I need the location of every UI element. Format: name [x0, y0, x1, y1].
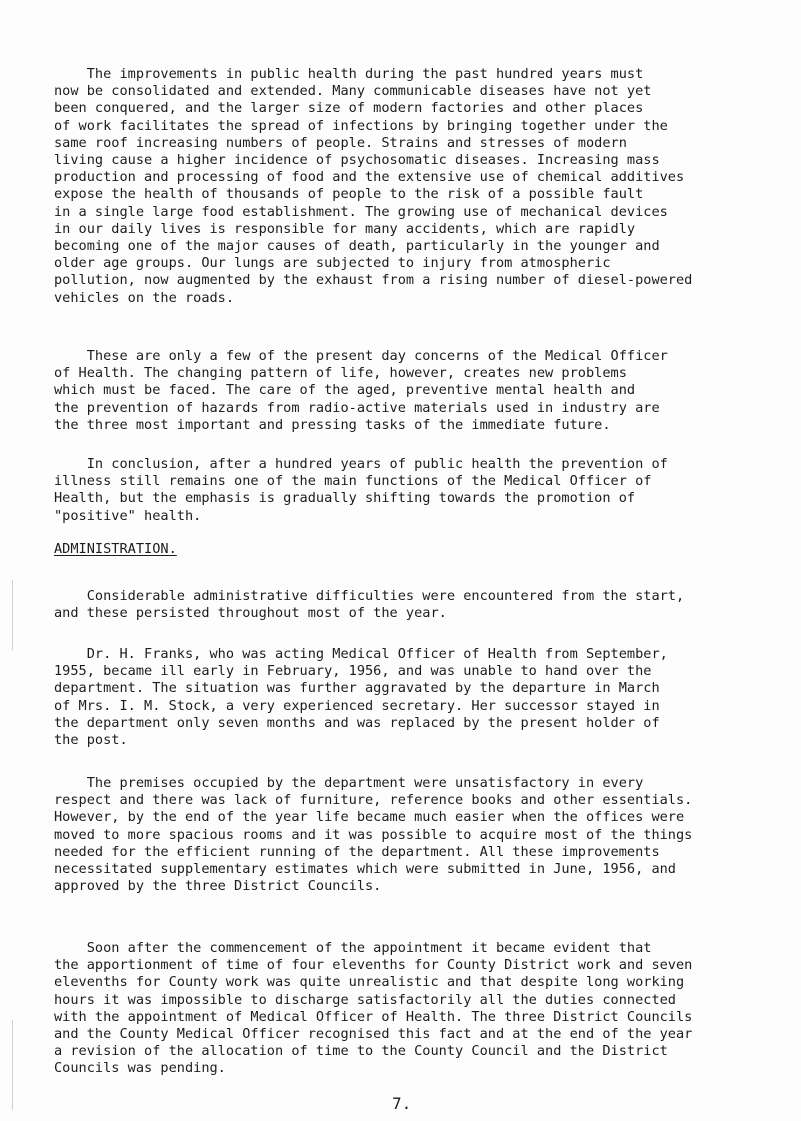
text-line: In conclusion, after a hundred years of public health the prevention of	[54, 456, 668, 472]
text-line: The improvements in public health during the past hundred years must	[54, 66, 644, 82]
text-line: Considerable administrative difficulties were encountered from the start,	[54, 588, 685, 604]
text-line: expose the health of thousands of people to the risk of a possible fault	[54, 186, 644, 203]
text-line: in a single large food establishment. The growing use of mechanical devices	[54, 203, 668, 220]
paragraph-present-day-concerns	[54, 348, 774, 434]
text-line: with the appointment of Medical Officer of Health. The three District Councils	[54, 1008, 693, 1025]
text-line: older age groups. Our lungs are subjected to injury from atmospheric	[54, 255, 611, 272]
text-line: and the County Medical Officer recognised this fact and at the end of the year	[54, 1026, 693, 1043]
text-line: and these persisted throughout most of the year.	[54, 605, 447, 622]
text-line: necessitated supplementary estimates which were submitted in June, 1956, and	[54, 861, 676, 878]
text-line: living cause a higher incidence of psychosomatic diseases. Increasing mass	[54, 152, 660, 169]
text-line: moved to more spacious rooms and it was possible to acquire most of the things	[54, 826, 693, 843]
text-line: elevenths for County work was quite unrealistic and that despite long working	[54, 974, 685, 991]
paragraph-premises	[54, 775, 774, 895]
text-line: respect and there was lack of furniture, reference books and other essentials.	[54, 792, 693, 809]
text-line: Dr. H. Franks, who was acting Medical Officer of Health from September,	[54, 646, 668, 662]
text-line: the post.	[54, 732, 128, 749]
text-line: Councils was pending.	[54, 1060, 226, 1077]
text-line: becoming one of the major causes of death, particularly in the younger and	[54, 238, 660, 255]
text-line: a revision of the allocation of time to the County Council and the District	[54, 1043, 668, 1060]
text-line: vehicles on the roads.	[54, 289, 235, 306]
text-line: in our daily lives is responsible for many accidents, which are rapidly	[54, 220, 636, 237]
text-line: the apportionment of time of four elevenths for County District work and seven	[54, 957, 693, 974]
text-line: approved by the three District Councils.	[54, 878, 382, 895]
left-margin-shadow	[12, 580, 13, 650]
paragraph-conclusion	[54, 456, 774, 525]
left-margin-shadow-lower	[12, 1020, 13, 1110]
text-line: the three most important and pressing tasks of the immediate future.	[54, 416, 611, 433]
paragraph-apportionment-of-time	[54, 940, 774, 1078]
text-line: The premises occupied by the department were unsatisfactory in every	[54, 775, 644, 791]
paragraph-administrative-difficulties	[54, 588, 774, 622]
text-line: department. The situation was further aggravated by the departure in March	[54, 680, 660, 697]
text-line: Soon after the commencement of the appointment it became evident that	[54, 940, 652, 956]
text-line: the prevention of hazards from radio-active materials used in industry are	[54, 399, 660, 416]
paragraph-staff-changes	[54, 646, 774, 749]
text-line: of Mrs. I. M. Stock, a very experienced secretary. Her successor stayed in	[54, 697, 660, 714]
text-line: production and processing of food and the extensive use of chemical additives	[54, 169, 685, 186]
text-line: illness still remains one of the main functions of the Medical Officer of	[54, 473, 652, 490]
text-line: which must be faced. The care of the aged, preventive mental health and	[54, 382, 636, 399]
text-line: pollution, now augmented by the exhaust from a rising number of diesel-powered	[54, 272, 693, 289]
text-line: Health, but the emphasis is gradually shifting towards the promotion of	[54, 490, 636, 507]
paragraph-public-health-improvements	[54, 66, 774, 307]
text-line: the department only seven months and was replaced by the present holder of	[54, 714, 660, 731]
section-heading-administration	[54, 541, 774, 558]
text-line: same roof increasing numbers of people. Strains and stresses of modern	[54, 134, 627, 151]
text-line: However, by the end of the year life became much easier when the offices were	[54, 809, 685, 826]
text-line: needed for the efficient running of the department. All these improvements	[54, 843, 660, 860]
text-line: 1955, became ill early in February, 1956, and was unable to hand over the	[54, 663, 652, 680]
text-line: "positive" health.	[54, 507, 202, 524]
heading-text: ADMINISTRATION.	[54, 541, 177, 557]
text-line: hours it was impossible to discharge satisfactorily all the duties connected	[54, 991, 676, 1008]
text-line: of Health. The changing pattern of life, however, creates new problems	[54, 365, 627, 382]
text-line: These are only a few of the present day concerns of the Medical Officer	[54, 348, 668, 364]
text-line: been conquered, and the larger size of modern factories and other places	[54, 100, 644, 117]
text-line: of work facilitates the spread of infections by bringing together under the	[54, 117, 668, 134]
text-line: now be consolidated and extended. Many communicable diseases have not yet	[54, 83, 652, 100]
page-number: 7.	[392, 1094, 412, 1113]
